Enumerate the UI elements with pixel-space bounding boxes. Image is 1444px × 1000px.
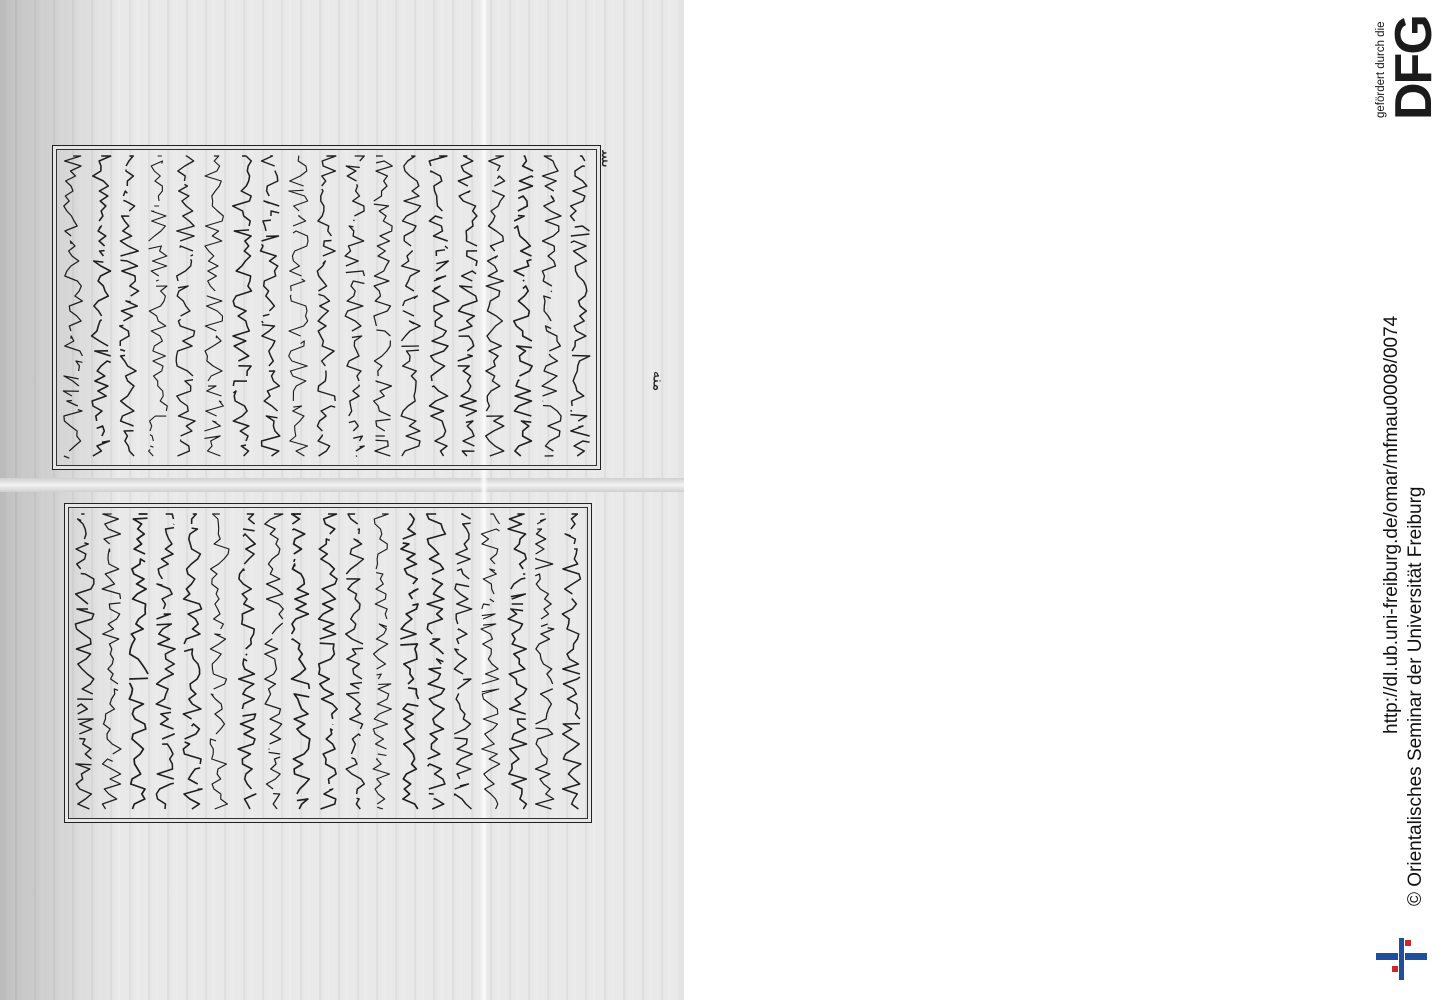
- text-line: [319, 514, 338, 809]
- manuscript-page-top: [52, 145, 601, 470]
- text-line: [265, 514, 284, 809]
- catchword: ﻣﻨﻪ: [649, 370, 668, 392]
- handwritten-text-lines: [71, 510, 585, 816]
- text-line: [261, 156, 280, 456]
- text-line: [63, 156, 82, 460]
- text-line: [233, 156, 252, 456]
- text-line: [345, 156, 364, 456]
- text-line: [149, 156, 168, 456]
- text-line: [289, 156, 308, 456]
- text-line: [176, 156, 195, 456]
- text-line: [183, 514, 202, 809]
- text-line: [102, 514, 121, 809]
- text-line: [400, 514, 418, 809]
- copyright-notice: © Orientalisches Seminar der Universität Freiburg: [1405, 486, 1426, 906]
- text-line: [238, 514, 256, 809]
- text-line: [429, 156, 449, 456]
- dfg-logo-text: DFG: [1385, 16, 1443, 120]
- text-line: [481, 514, 500, 809]
- manuscript-page-bottom: [64, 503, 592, 823]
- handwritten-text-lines: [59, 152, 594, 463]
- funding-note: gefördert durch die: [1375, 21, 1387, 118]
- text-line: [92, 156, 111, 456]
- text-line: [427, 514, 446, 809]
- text-line: [120, 156, 139, 456]
- text-line: [454, 514, 472, 809]
- text-line: [156, 514, 175, 809]
- text-line: [129, 514, 148, 809]
- page-corner-mark: ﺑﺴ: [597, 150, 616, 168]
- text-line: [542, 156, 561, 464]
- text-line: [292, 514, 310, 809]
- text-line: [486, 156, 505, 456]
- text-line: [374, 156, 393, 462]
- text-line: [401, 156, 420, 460]
- archive-sidebar: [684, 0, 1443, 1000]
- text-line: [346, 514, 365, 809]
- text-line: [562, 514, 581, 817]
- text-line: [317, 156, 336, 456]
- manuscript-scan: [0, 0, 684, 1000]
- text-line: [204, 156, 223, 456]
- text-line: [508, 514, 526, 809]
- text-line: [75, 514, 93, 809]
- text-line: [535, 514, 554, 817]
- permalink-url[interactable]: http://dl.ub.uni-freiburg.de/omar/mfmau0008/0074: [1381, 315, 1402, 734]
- page-fold: [0, 478, 684, 492]
- text-line: [373, 514, 391, 809]
- text-line: [570, 156, 589, 456]
- text-line: [514, 156, 533, 456]
- text-line: [458, 156, 477, 456]
- text-line: [210, 514, 229, 809]
